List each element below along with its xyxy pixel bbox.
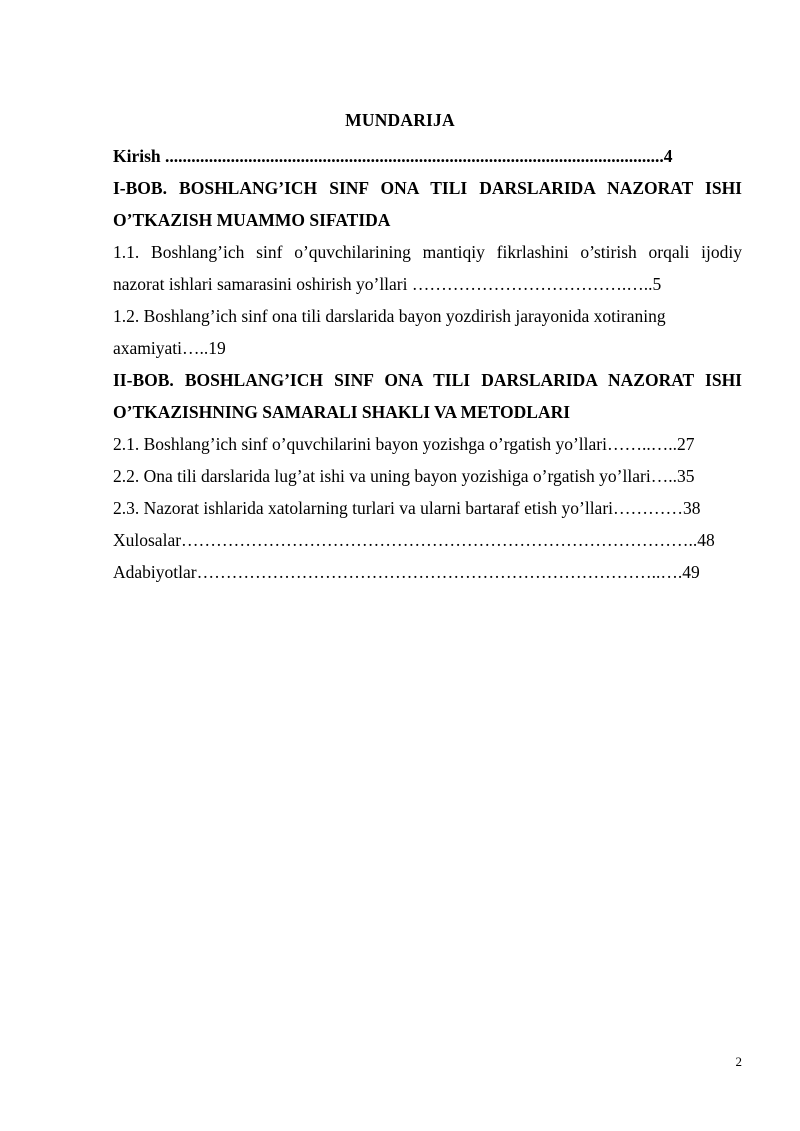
toc-section-2-3[interactable]: 2.3. Nazorat ishlarida xatolarning turlari va ularni bartaraf etish yo’llari…………38: [113, 498, 701, 518]
toc-chapter1-line2[interactable]: O’TKAZISH MUAMMO SIFATIDA: [113, 210, 391, 230]
toc-intro[interactable]: Kirish ..................................................................................................................4: [113, 146, 673, 166]
toc-references[interactable]: Adabiyotlar……………………………………………………………………..….49: [113, 562, 700, 582]
toc-section-1-2-line1[interactable]: 1.2. Boshlang’ich sinf ona tili darslarida bayon yozdirish jarayonida xotiraning: [113, 306, 666, 326]
toc-chapter2-line2[interactable]: O’TKAZISHNING SAMARALI SHAKLI VA METODLARI: [113, 402, 571, 422]
toc-section-2-1[interactable]: 2.1. Boshlang’ich sinf o’quvchilarini bayon yozishga o’rgatish yo’llari……..…..27: [113, 434, 695, 454]
toc-section-1-2-line2[interactable]: axamiyati…..19: [113, 338, 226, 358]
table-of-contents: [113, 140, 742, 588]
toc-conclusions[interactable]: Xulosalar……………………………………………………………………………..48: [113, 530, 715, 550]
page-title: MUNDARIJA: [345, 110, 455, 130]
toc-section-1-1-line1[interactable]: 1.1. Boshlang’ich sinf o’quvchilarining mantiqiy fikrlashini o’stirish orqali ijodiy: [113, 242, 742, 262]
toc-section-2-2[interactable]: 2.2. Ona tili darslarida lug’at ishi va uning bayon yozishiga o’rgatish yo’llari…..35: [113, 466, 695, 486]
page-number: 2: [735, 1054, 742, 1069]
toc-section-1-1-line2[interactable]: nazorat ishlari samarasini oshirish yo’llari ……………………………….…..5: [113, 274, 662, 294]
toc-chapter2-line1[interactable]: II-BOB. BOSHLANG’ICH SINF ONA TILI DARSLARIDA NAZORAT ISHI: [113, 370, 742, 390]
toc-chapter1-line1[interactable]: I-BOB. BOSHLANG’ICH SINF ONA TILI DARSLARIDA NAZORAT ISHI: [113, 178, 742, 198]
